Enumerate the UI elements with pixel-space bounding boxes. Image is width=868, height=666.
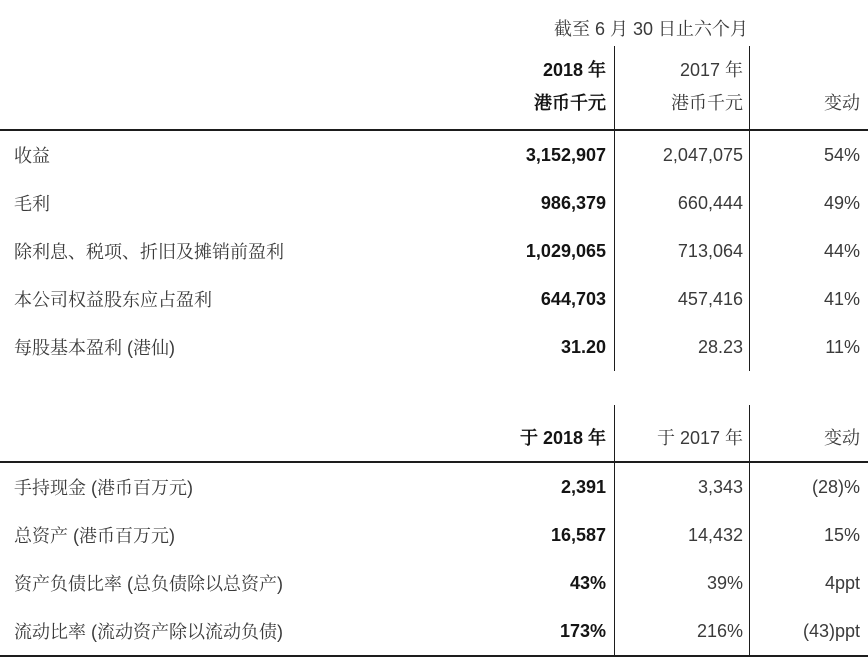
row-label: 资产负债比率 (总负债除以总资产) bbox=[14, 574, 283, 594]
value-2017: 457,416 bbox=[615, 275, 750, 323]
value-2017: 39% bbox=[615, 559, 750, 607]
value-2017: 2,047,075 bbox=[615, 131, 750, 179]
value-change: 4ppt bbox=[824, 572, 860, 593]
table-row-revenue bbox=[0, 131, 868, 179]
value-2017: 3,343 bbox=[615, 463, 750, 511]
value-2018: 3,152,907 bbox=[430, 131, 615, 179]
period-caption-row bbox=[0, 0, 868, 46]
year-2017-label: 2017 年 bbox=[679, 60, 743, 80]
value-2018: 43% bbox=[430, 559, 615, 607]
value-2018: 1,029,065 bbox=[430, 227, 615, 275]
value-2017: 216% bbox=[615, 607, 750, 655]
value-2018: 16,587 bbox=[430, 511, 615, 559]
value-change: (28)% bbox=[811, 476, 860, 497]
header-label-spacer bbox=[0, 46, 430, 129]
value-2017: 28.23 bbox=[615, 323, 750, 371]
table-bottom-rule bbox=[0, 655, 868, 657]
value-2018: 2,391 bbox=[430, 463, 615, 511]
header-label-spacer bbox=[0, 405, 430, 461]
row-label: 收益 bbox=[14, 146, 50, 166]
at-2018-label: 于 2018 年 bbox=[519, 428, 606, 448]
table-row-ebitda bbox=[0, 227, 868, 275]
value-change: 11% bbox=[825, 336, 860, 357]
value-change: 54% bbox=[823, 144, 860, 165]
column-header-at-2017 bbox=[615, 405, 750, 461]
table-row-gross-profit bbox=[0, 179, 868, 227]
row-label: 毛利 bbox=[14, 194, 50, 214]
value-2017: 713,064 bbox=[615, 227, 750, 275]
value-change: 41% bbox=[823, 288, 860, 309]
value-2018: 31.20 bbox=[430, 323, 615, 371]
column-header-at-2018 bbox=[430, 405, 615, 461]
row-label: 除利息、税项、折旧及摊销前盈利 bbox=[14, 242, 284, 262]
value-change: (43)ppt bbox=[802, 620, 860, 641]
table-row-cash-on-hand bbox=[0, 463, 868, 511]
value-change: 44% bbox=[823, 240, 860, 261]
table-row-current-ratio bbox=[0, 607, 868, 655]
value-2018: 173% bbox=[430, 607, 615, 655]
section1-column-headers bbox=[0, 46, 868, 129]
value-2017: 660,444 bbox=[615, 179, 750, 227]
change-label: 变动 bbox=[824, 428, 860, 448]
table-row-gearing-ratio bbox=[0, 559, 868, 607]
row-label: 流动比率 (流动资产除以流动负债) bbox=[14, 622, 283, 642]
row-label: 手持现金 (港币百万元) bbox=[14, 478, 193, 498]
value-2018: 986,379 bbox=[430, 179, 615, 227]
table-row-basic-eps bbox=[0, 323, 868, 371]
table-row-total-assets bbox=[0, 511, 868, 559]
row-label: 本公司权益股东应占盈利 bbox=[14, 290, 212, 310]
row-label: 总资产 (港币百万元) bbox=[14, 526, 175, 546]
change-label: 变动 bbox=[824, 93, 860, 113]
value-2018: 644,703 bbox=[430, 275, 615, 323]
currency-unit-2018: 港币千元 bbox=[534, 93, 606, 113]
value-2017: 14,432 bbox=[615, 511, 750, 559]
column-header-2017 bbox=[615, 46, 750, 129]
column-header-2018 bbox=[430, 46, 615, 129]
column-header-change bbox=[750, 405, 868, 461]
currency-unit-2017: 港币千元 bbox=[671, 93, 743, 113]
period-caption: 截至 6 月 30 日止六个月 bbox=[553, 19, 748, 39]
column-header-change bbox=[750, 46, 868, 129]
at-2017-label: 于 2017 年 bbox=[656, 428, 743, 448]
value-change: 49% bbox=[823, 192, 860, 213]
row-label: 每股基本盈利 (港仙) bbox=[14, 338, 175, 358]
value-change: 15% bbox=[823, 524, 860, 545]
table-row-profit-attributable bbox=[0, 275, 868, 323]
year-2018-label: 2018 年 bbox=[542, 60, 606, 80]
section-gap bbox=[0, 371, 868, 405]
section2-column-headers bbox=[0, 405, 868, 461]
